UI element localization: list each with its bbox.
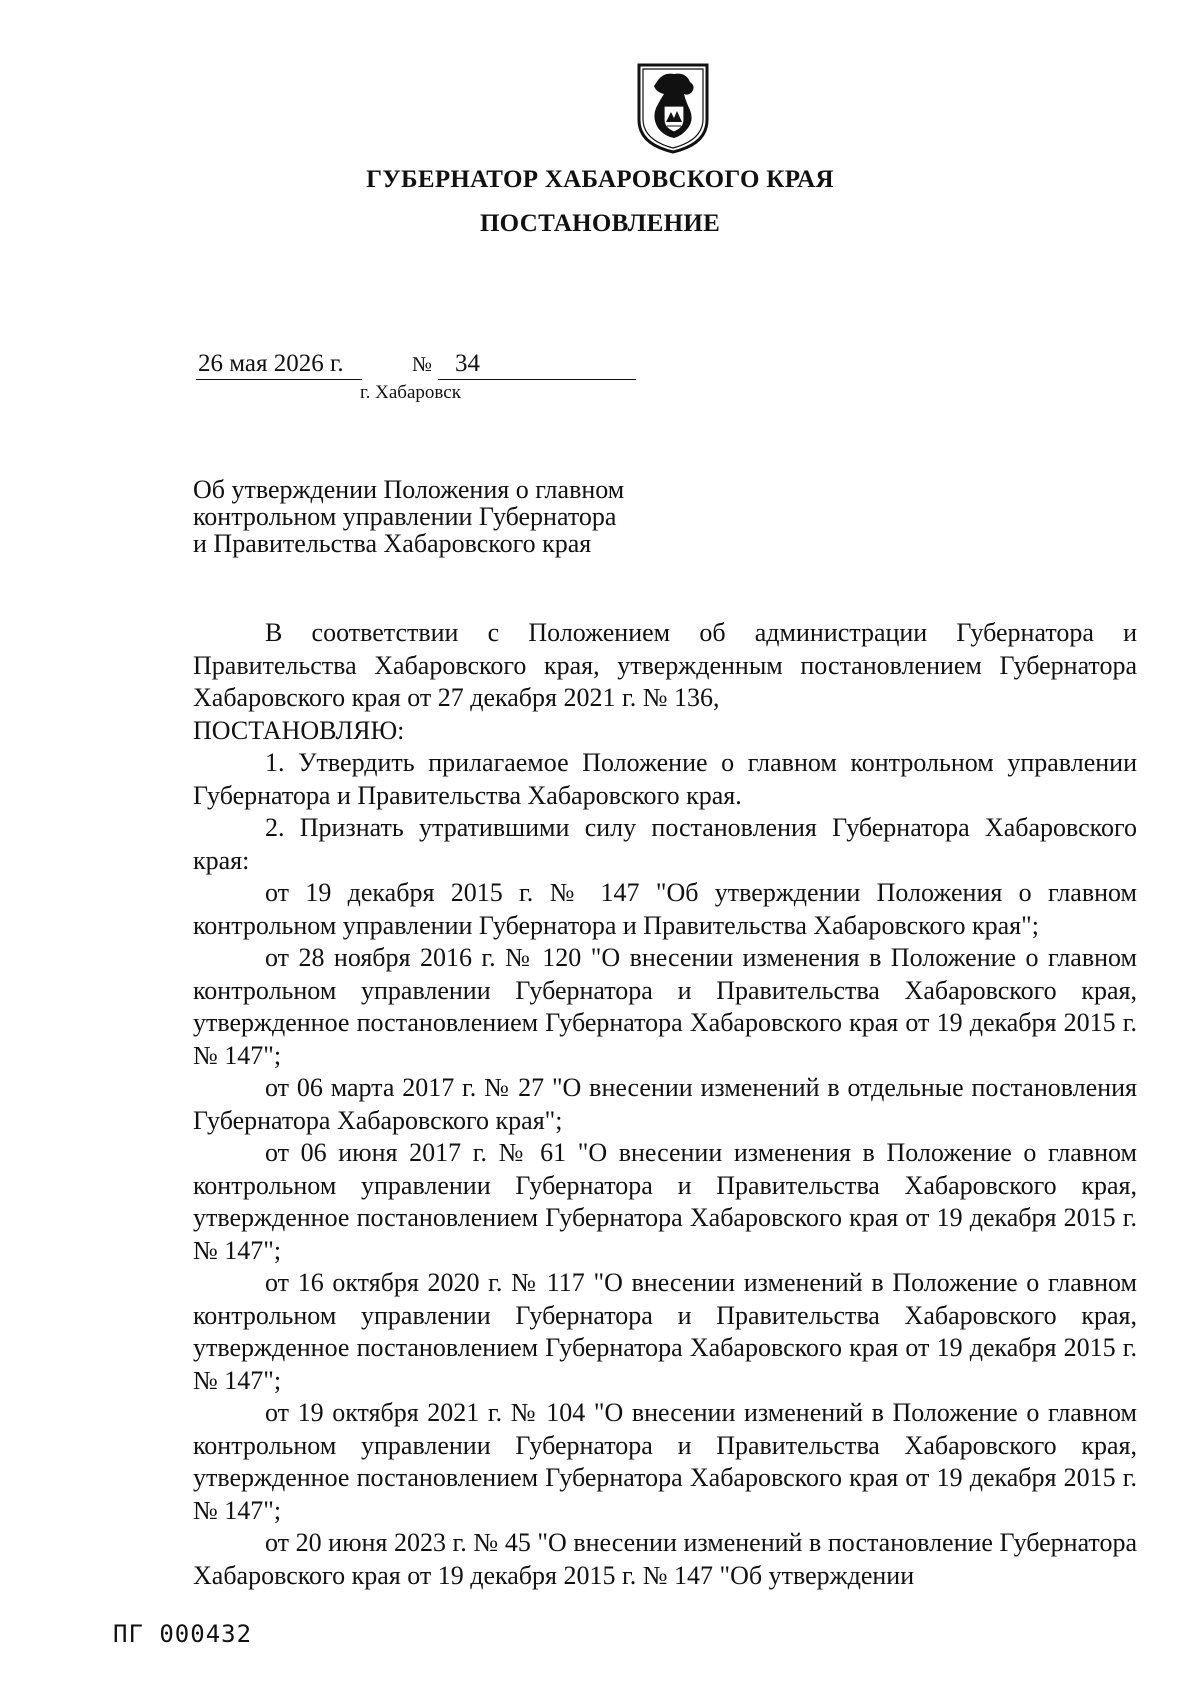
document-body: [193, 617, 1137, 1592]
decree-word: ПОСТАНОВЛЯЮ:: [193, 715, 405, 745]
subject-line: Об утверждении Положения о главном: [193, 475, 625, 504]
document-type: ПОСТАНОВЛЕНИЕ: [479, 210, 721, 237]
repealed-item: от 06 июня 2017 г. № 61 "О внесении изменения в Положение о главном контрольном управлении Губернатора и Правительства Хабаровского края, утвержденное постановлением Губернатора Хабаровского края от 19 декабря 2015 г. № 147";: [193, 1138, 1137, 1265]
date-underline: [196, 379, 362, 380]
repealed-item: от 19 декабря 2015 г. № 147 "Об утверждении Положения о главном контрольном управлении Губернатора и Правительства Хабаровского края";: [193, 878, 1137, 940]
document-date: 26 мая 2026 г.: [198, 350, 344, 377]
subject-line: контрольном управлении Губернатора: [193, 502, 617, 531]
repealed-item: от 20 июня 2023 г. № 45 "О внесении изменений в постановление Губернатора Хабаровского края от 19 декабря 2015 г. № 147 "Об утверждении: [193, 1528, 1137, 1590]
repealed-item: от 06 марта 2017 г. № 27 "О внесении изменений в отдельные постановления Губернатора Хабаровского края";: [193, 1073, 1137, 1135]
repealed-item: от 19 октября 2021 г. № 104 "О внесении изменений в Положение о главном контрольном управлении Губернатора и Правительства Хабаровского края, утвержденное постановлением Губернатора Хабаровского края от 19 декабря 2015 г. № 147";: [193, 1398, 1137, 1525]
authority-title: ГУБЕРНАТОР ХАБАРОВСКОГО КРАЯ: [366, 166, 834, 193]
form-code: ПГ 000432: [113, 1620, 253, 1648]
coat-of-arms-icon: [636, 62, 710, 154]
document-city: г. Хабаровск: [360, 382, 461, 403]
number-label: №: [412, 352, 433, 376]
item-2-paragraph: 2. Признать утратившими силу постановления Губернатора Хабаровского края:: [193, 813, 1137, 875]
item-1-paragraph: 1. Утвердить прилагаемое Положение о главном контрольном управлении Губернатора и Правительства Хабаровского края.: [193, 748, 1137, 810]
document-subject: [193, 476, 713, 557]
number-underline: [438, 379, 636, 380]
document-number: 34: [455, 350, 480, 377]
repealed-item: от 16 октября 2020 г. № 117 "О внесении изменений в Положение о главном контрольном управлении Губернатора и Правительства Хабаровского края, утвержденное постановлением Губернатора Хабаровского края от 19 декабря 2015 г. № 147";: [193, 1268, 1137, 1395]
repealed-item: от 28 ноября 2016 г. № 120 "О внесении изменения в Положение о главном контрольном управлении Губернатора и Правительства Хабаровского края, утвержденное постановлением Губернатора Хабаровского края от 19 декабря 2015 г. № 147";: [193, 943, 1137, 1070]
preamble-paragraph: В соответствии с Положением об администрации Губернатора и Правительства Хабаровского края, утвержденным постановлением Губернатора Хабаровского края от 27 декабря 2021 г. № 136,: [193, 618, 1137, 712]
subject-line: и Правительства Хабаровского края: [193, 529, 592, 558]
